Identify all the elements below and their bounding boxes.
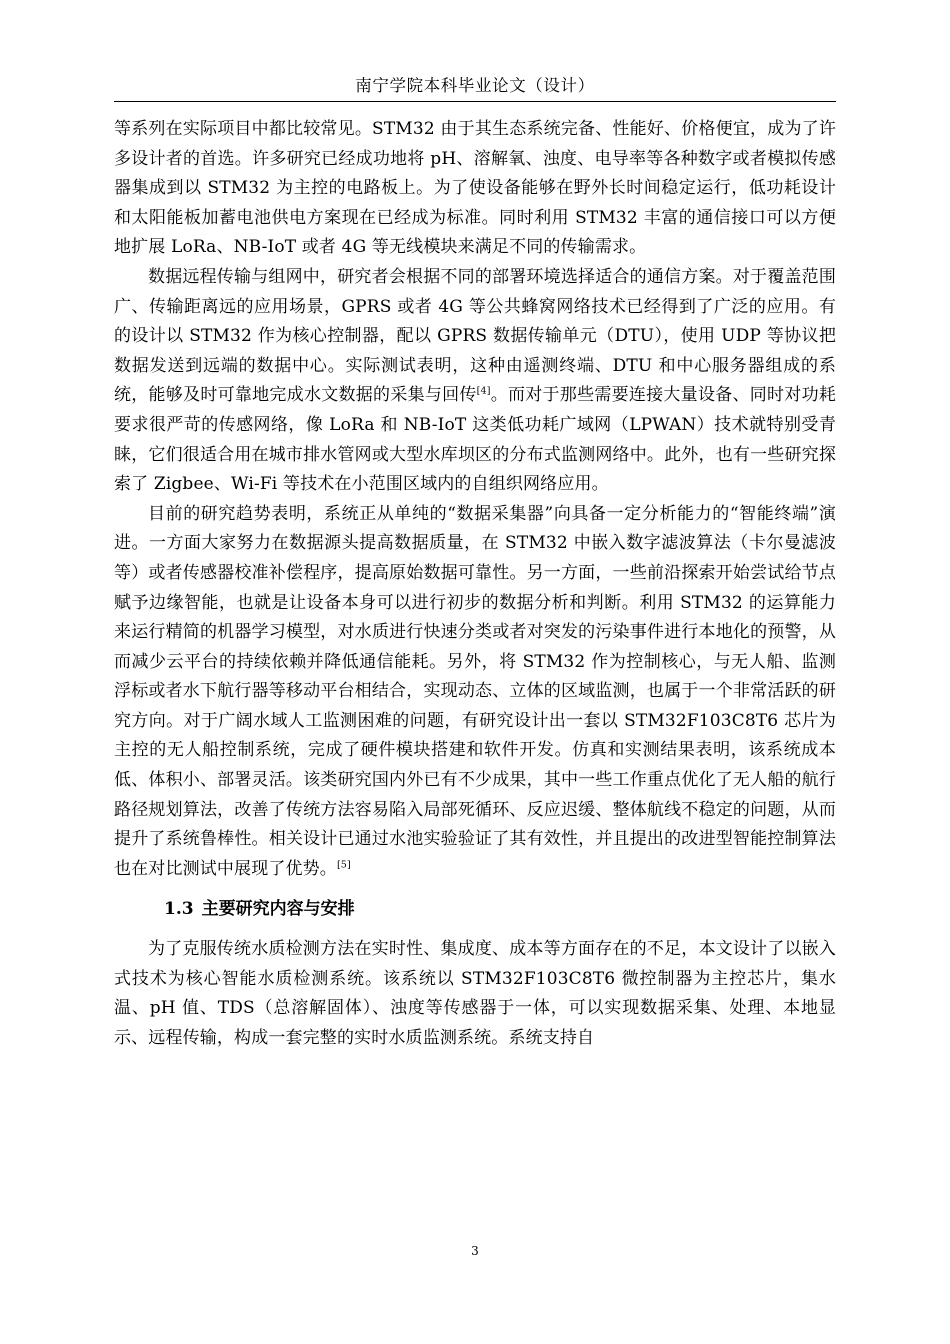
section-heading (114, 884, 836, 935)
citation-5: [5] (336, 859, 351, 871)
header-title: 南宁学院本科毕业论文（设计） (355, 76, 595, 95)
paragraph-3 (114, 500, 836, 885)
page-content (114, 115, 836, 1053)
paragraph-3-text: 目前的研究趋势表明，系统正从单纯的“数据采集器”向具备一定分析能力的“智能终端”演进。一方面大家努力在数据源头提高数据质量，在 STM32 中嵌入数字滤波算法（卡尔曼滤波等）或者传感器校准补偿程序，提高原始数据可靠性。另一方面，一些前沿探索开始尝试给节点赋予边缘智能，也就是让设备本身可以进行初步的数据分析和判断。利用 STM32 的运算能力来运行精简的机器学习模型，对水质进行快速分类或者对突发的污染事件进行本地化的预警，从而减少云平台的持续依赖并降低通信能耗。另外，将 STM32 作为控制核心，与无人船、监测浮标或者水下航行器等移动平台相结合，实现动态、立体的区域监测，也属于一个非常活跃的研究方向。对于广阔水域人工监测困难的问题，有研究设计出一套以 STM32F103C8T6 芯片为主控的无人船控制系统，完成了硬件模块搭建和软件开发。仿真和实测结果表明，该系统成本低、体积小、部署灵活。该类研究国内外已有不少成果，其中一些工作重点优化了无人船的航行路径规划算法，改善了传统方法容易陷入局部死循环、反应迟缓、整体航线不稳定的问题，从而提升了系统鲁棒性。相关设计已通过水池实验验证了其有效性，并且提出的改进型智能控制算法也在对比测试中展现了优势。 (114, 503, 836, 879)
section-title: 主要研究内容与安排 (201, 899, 355, 920)
paragraph-2-text-b: 。而对于那些需要连接大量设备、同时对功耗要求很严苛的传感网络，像 LoRa 和 NB-IoT 这类低功耗广域网（LPWAN）技术就特别受青睐，它们很适合用在城市排水管网或大型水库坝区的分布式监测网络中。此外，也有一些研究探索了 Zigbee、Wi-Fi 等技术在小范围区域内的自组织网络应用。 (114, 385, 836, 495)
paragraph-2-text-a: 数据远程传输与组网中，研究者会根据不同的部署环境选择适合的通信方案。对于覆盖范围广、传输距离远的应用场景，GPRS 或者 4G 等公共蜂窝网络技术已经得到了广泛的应用。有的设计以 STM32 作为核心控制器，配以 GPRS 数据传输单元（DTU），使用 UDP 等协议把数据发送到远端的数据中心。实际测试表明，这种由遥测终端、DTU 和中心服务器组成的系统，能够及时可靠地完成水文数据的采集与回传 (114, 266, 836, 406)
section-number: 1.3 (164, 899, 194, 920)
page-number: 3 (471, 1244, 479, 1258)
paragraph-4: 为了克服传统水质检测方法在实时性、集成度、成本等方面存在的不足，本文设计了以嵌入式技术为核心智能水质检测系统。该系统以 STM32F103C8T6 微控制器为主控芯片，集水温、pH 值、TDS（总溶解固体）、浊度等传感器于一体，可以实现数据采集、处理、本地显示、远程传输，构成一套完整的实时水质监测系统。系统支持自 (114, 939, 836, 1048)
citation-4: [4] (476, 385, 491, 397)
page-header (114, 60, 836, 102)
paragraph-2 (114, 263, 836, 500)
paragraph-1: 等系列在实际项目中都比较常见。STM32 由于其生态系统完备、性能好、价格便宜，成为了许多设计者的首选。许多研究已经成功地将 pH、溶解氧、浊度、电导率等各种数字或者模拟传感器集成到以 STM32 为主控的电路板上。为了使设备能够在野外长时间稳定运行，低功耗设计和太阳能板加蓄电池供电方案现在已经成为标准。同时利用 STM32 丰富的通信接口可以方便地扩展 LoRa、NB-IoT 或者 4G 等无线模块来满足不同的传输需求。 (114, 119, 836, 258)
